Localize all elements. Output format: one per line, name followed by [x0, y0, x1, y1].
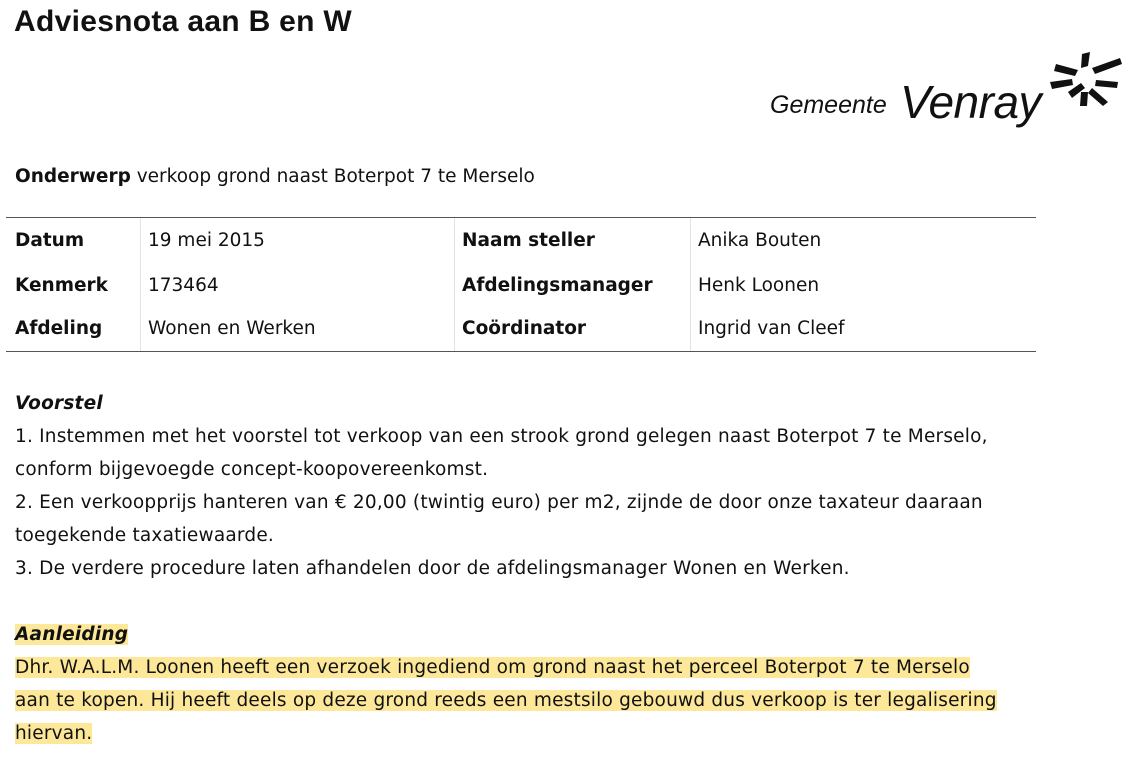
meta-value-datum: 19 mei 2015	[148, 230, 265, 251]
voorstel-line: 1. Instemmen met het voorstel tot verkoop van een strook grond gelegen naast Boterpot 7 te Merselo,	[15, 426, 988, 447]
meta-label-afdeling: Afdeling	[15, 318, 103, 339]
column-divider	[454, 218, 455, 351]
voorstel-line: conform bijgevoegde concept-koopovereenkomst.	[15, 459, 489, 480]
logo-name: Venray	[900, 76, 1042, 128]
voorstel-section	[15, 387, 988, 585]
aanleiding-heading: Aanleiding	[15, 624, 129, 645]
subject-label: Onderwerp	[15, 166, 131, 187]
metadata-table	[6, 217, 1036, 352]
aanleiding-line: hiervan.	[15, 723, 93, 744]
meta-value-coordinator: Ingrid van Cleef	[698, 318, 845, 339]
meta-label-coordinator: Coördinator	[462, 318, 587, 339]
voorstel-line: toegekende taxatiewaarde.	[15, 525, 274, 546]
meta-label-kenmerk: Kenmerk	[15, 275, 108, 296]
aanleiding-line: Dhr. W.A.L.M. Loonen heeft een verzoek ingediend om grond naast het perceel Boterpot 7 te Merselo	[15, 657, 970, 678]
logo-prefix: Gemeente	[770, 91, 887, 119]
meta-value-kenmerk: 173464	[148, 275, 219, 296]
meta-value-afdeling: Wonen en Werken	[148, 318, 316, 339]
meta-label-naam-steller: Naam steller	[462, 230, 595, 251]
meta-label-datum: Datum	[15, 230, 85, 251]
voorstel-line: 2. Een verkoopprijs hanteren van € 20,00 (twintig euro) per m2, zijnde de door onze taxateur daaraan	[15, 492, 983, 513]
subject-value: verkoop grond naast Boterpot 7 te Merselo	[136, 166, 535, 187]
aanleiding-line: aan te kopen. Hij heeft deels op deze grond reeds een mestsilo gebouwd dus verkoop is ter legalisering	[15, 690, 997, 711]
meta-value-afdelingsmanager: Henk Loonen	[698, 275, 820, 296]
voorstel-heading: Voorstel	[15, 393, 103, 414]
meta-label-afdelingsmanager: Afdelingsmanager	[462, 275, 653, 296]
gemeente-venray-logo	[770, 52, 1122, 138]
column-divider	[690, 218, 691, 351]
subject-line	[15, 164, 535, 190]
starburst-icon	[1048, 52, 1122, 108]
voorstel-line: 3. De verdere procedure laten afhandelen door de afdelingsmanager Wonen en Werken.	[15, 558, 850, 579]
document-title: Adviesnota aan B en W	[14, 5, 353, 38]
meta-value-naam-steller: Anika Bouten	[698, 230, 822, 251]
aanleiding-section	[15, 618, 997, 750]
column-divider	[140, 218, 141, 351]
